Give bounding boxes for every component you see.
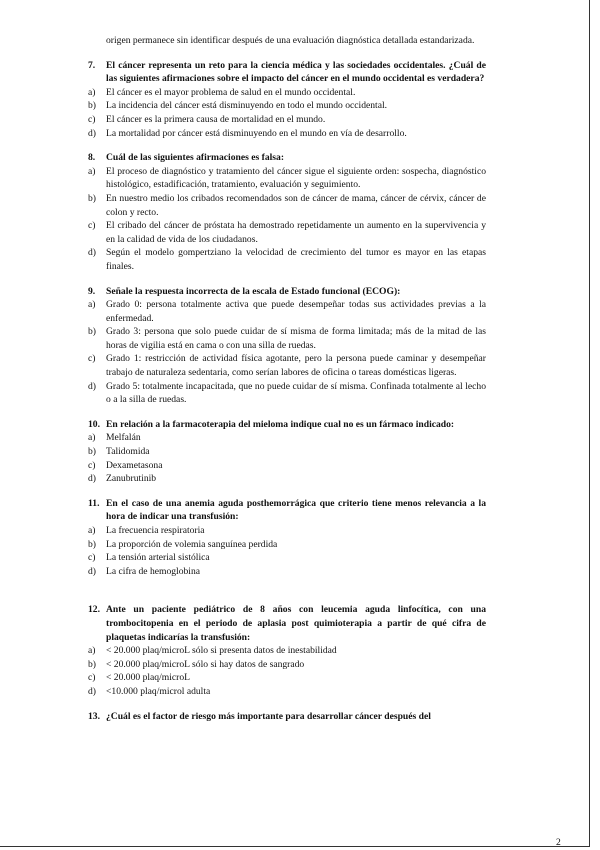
option: c) La tensión arterial sistólica	[88, 552, 210, 564]
question-text: Cuál de las siguientes afirmaciones es falsa:	[106, 152, 285, 164]
option: b) < 20.000 plaq/microL sólo si hay datos de sangrado	[88, 658, 305, 670]
option: c) El cáncer es la primera causa de mortalidad en el mundo.	[88, 113, 326, 125]
question-text: En relación a la farmacoterapia del mieloma indique cual no es un fármaco indicado:	[106, 418, 455, 430]
option: b) Talidomida	[88, 446, 150, 458]
option: d) Grado 5: totalmente incapacitada, que no puede cuidar de sí misma. Confinada totalmente al lecho o a la silla de ruedas.	[88, 380, 486, 406]
option: a) El proceso de diagnóstico y tratamiento del cáncer sigue el siguiente orden: sospecha, diagnóstico histológico, estadificación, tratamiento, evaluación y seguimiento.	[88, 165, 486, 191]
question-13	[88, 710, 486, 724]
question-12	[88, 603, 486, 698]
option: c) < 20.000 plaq/microL	[88, 672, 191, 684]
page-number: 2	[556, 837, 561, 848]
question-number: 8.	[88, 152, 96, 164]
question-8	[88, 151, 486, 273]
question-number: 9.	[88, 285, 96, 297]
option: d) <10.000 plaq/microl adulta	[88, 685, 211, 697]
option: d) Zanubrutinib	[88, 473, 157, 485]
question-number: 11.	[88, 497, 100, 509]
option: b) Grado 3: persona que solo puede cuidar de sí misma de forma limitada; más de la mitad de las horas de vigilia está en cama o con una silla de ruedas.	[88, 326, 486, 351]
question-number: 13.	[88, 710, 100, 722]
option: b) En nuestro medio los cribados recomendados son de cáncer de mama, cáncer de cérvix, cáncer de colon y recto.	[88, 192, 486, 218]
option: a) Melfalán	[88, 432, 141, 444]
option: d) La cifra de hemoglobina	[88, 565, 201, 577]
option: a) El cáncer es el mayor problema de salud en el mundo occidental.	[88, 86, 356, 98]
question-7	[88, 59, 486, 141]
question-9	[88, 285, 486, 407]
question-number: 12.	[88, 604, 100, 616]
option: c) El cribado del cáncer de próstata ha demostrado repetidamente un aumento en la supervivencia y en la calidad de vida de los ciudadanos.	[88, 220, 486, 245]
question-text: En el caso de una anemia aguda posthemorrágica que criterio tiene menos relevancia a la hora de indicar una transfusión:	[106, 497, 486, 523]
option: d) Según el modelo gompertziano la velocidad de crecimiento del tumor es mayor en las etapas finales.	[88, 247, 486, 272]
question-text: El cáncer representa un reto para la ciencia médica y las sociedades occidentales. ¿Cuál de las siguientes afirmaciones sobre el impacto del cáncer en el mundo occidental es verdadera?	[106, 59, 486, 85]
option: a) La frecuencia respiratoria	[88, 525, 205, 536]
option: b) La proporción de volemia sanguínea perdida	[88, 538, 278, 550]
question-text: Señale la respuesta incorrecta de la escala de Estado funcional (ECOG):	[106, 285, 401, 297]
option: a) Grado 0: persona totalmente activa que puede desempeñar todas sus actividades previas a la enfermedad.	[88, 299, 486, 324]
option: d) La mortalidad por cáncer está disminuyendo en el mundo en vía de desarrollo.	[88, 127, 407, 139]
option: a) < 20.000 plaq/microL sólo si presenta datos de inestabilidad	[88, 645, 337, 657]
intro-paragraph: origen permanece sin identificar después de una evaluación diagnóstica detallada estandarizada.	[106, 35, 475, 46]
question-11	[88, 497, 486, 579]
question-number: 7.	[88, 59, 96, 71]
option: b) La incidencia del cáncer está disminuyendo en todo el mundo occidental.	[88, 100, 388, 112]
option: c) Grado 1: restricción de actividad física agotante, pero la persona puede caminar y desempeñar trabajo de naturaleza sedentaria, como serían labores de oficina o tareas domésticas ligeras.	[88, 353, 486, 379]
question-10	[88, 418, 486, 486]
document-body	[88, 34, 486, 723]
question-text: Ante un paciente pediátrico de 8 años con leucemia aguda linfocítica, con una trombocitopenia en el periodo de aplasia post quimioterapia a partir de qué cifra de plaquetas indicarías la transfusión:	[106, 604, 486, 643]
question-number: 10.	[88, 418, 100, 430]
option: c) Dexametasona	[88, 459, 163, 471]
question-text: ¿Cuál es el factor de riesgo más importante para desarrollar cáncer después del	[106, 710, 431, 722]
